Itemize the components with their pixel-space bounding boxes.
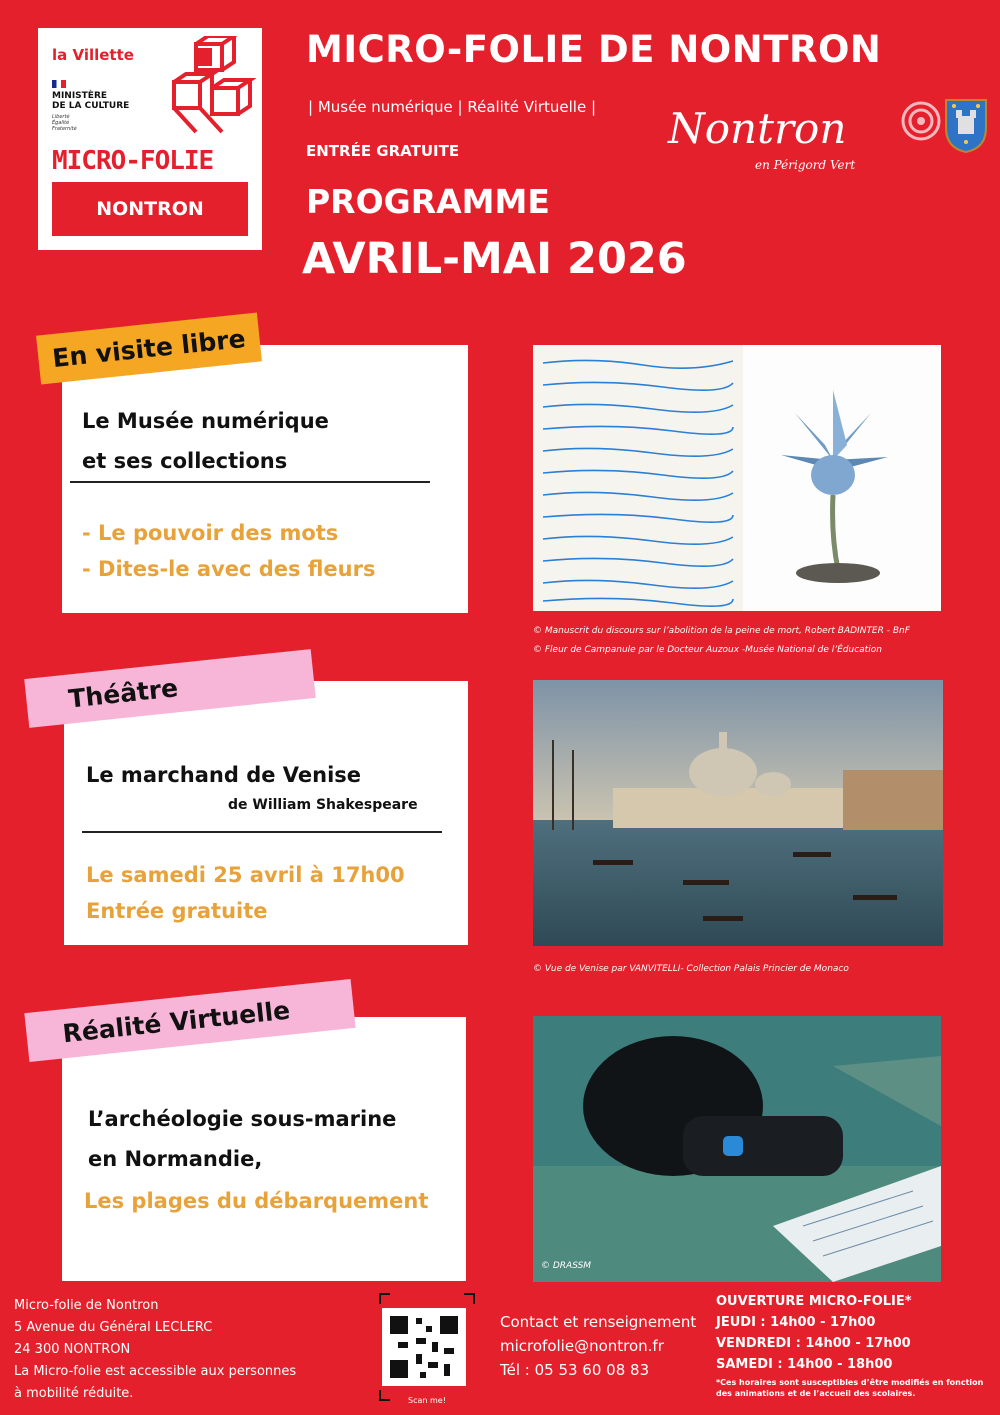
la-villette-label: la Villette: [52, 46, 134, 64]
diver-image: [533, 1016, 941, 1282]
manuscript-flower-image: [533, 345, 941, 611]
hours-line: JEUDI : 14h00 - 17h00: [716, 1315, 876, 1330]
divider: [70, 481, 430, 483]
rose-icon: [900, 100, 942, 142]
hours-line: SAMEDI : 14h00 - 18h00: [716, 1357, 893, 1372]
page-title: MICRO-FOLIE DE NONTRON: [306, 28, 882, 71]
address-line: La Micro-folie est accessible aux personnes: [14, 1364, 297, 1379]
underwater-photo: [533, 1016, 941, 1282]
divider: [82, 831, 442, 833]
page-subtitle: | Musée numérique | Réalité Virtuelle |: [308, 98, 596, 116]
section-title: Le marchand de Venise: [86, 763, 362, 787]
town-logo-text: Nontron: [668, 104, 847, 153]
section-title: L’archéologie sous-marine en Normandie,: [88, 1107, 397, 1171]
tag-realite-virtuelle: Réalité Virtuelle: [24, 979, 355, 1062]
hours-note: *Ces horaires sont susceptibles d’être modifiés en fonction des animations et de l’accueil des scolaires.: [716, 1378, 984, 1398]
image-credit: © Vue de Venise par VANVITELLI- Collection Palais Princier de Monaco: [533, 964, 849, 974]
list-item: Les plages du débarquement: [84, 1189, 429, 1213]
footer-address: [14, 1295, 296, 1405]
contact-title: Contact et renseignement: [500, 1313, 697, 1331]
hours-title: OUVERTURE MICRO-FOLIE*: [716, 1294, 912, 1309]
section-realite-virtuelle: [62, 1017, 466, 1281]
republique-flag-icon: [52, 80, 66, 88]
address-line: à mobilité réduite.: [14, 1386, 134, 1401]
section-theatre: [64, 681, 468, 945]
coat-of-arms-icon: [944, 98, 988, 154]
ministere-label: MINISTÈRE DE LA CULTURE: [52, 91, 130, 111]
image-credit: © Fleur de Campanule par le Docteur Auzoux -Musée National de l’Éducation: [533, 645, 882, 655]
list-item: - Dites-le avec des fleurs: [82, 557, 376, 581]
address-line: Micro-folie de Nontron: [14, 1298, 159, 1313]
section-title: Le Musée numérique et ses collections: [82, 409, 329, 473]
event-entry: Entrée gratuite: [86, 899, 268, 923]
tag-visite-libre: En visite libre: [36, 313, 262, 385]
tag-theatre: Théâtre: [24, 649, 316, 728]
micro-folie-label: MICRO-FOLIE: [52, 146, 214, 176]
cubes-icon: [166, 36, 256, 136]
image-credit: © Manuscrit du discours sur l’abolition de la peine de mort, Robert BADINTER - BnF: [533, 626, 910, 636]
qr-block[interactable]: [372, 1292, 482, 1410]
entry-label: ENTRÉE GRATUITE: [306, 142, 460, 160]
scan-label: Scan me!: [408, 1396, 446, 1405]
footer-contact: [500, 1310, 696, 1382]
address-line: 5 Avenue du Général LECLERC: [14, 1320, 213, 1335]
manuscript-flower-picture: [533, 345, 941, 611]
qr-code-icon[interactable]: [372, 1292, 482, 1410]
micro-folie-logo: [38, 28, 262, 250]
nontron-band: [52, 182, 248, 236]
address-line: 24 300 NONTRON: [14, 1342, 131, 1357]
list-item: - Le pouvoir des mots: [82, 521, 339, 545]
nontron-band-label: NONTRON: [96, 198, 204, 220]
contact-email[interactable]: microfolie@nontron.fr: [500, 1337, 664, 1355]
image-credit: © DRASSM: [541, 1261, 592, 1271]
devise-label: Liberté Égalité Fraternité: [52, 114, 77, 132]
section-author: de William Shakespeare: [228, 797, 418, 813]
section-visite-libre: [62, 345, 468, 613]
period-label: AVRIL-MAI 2026: [302, 234, 687, 284]
hours-line: VENDREDI : 14h00 - 17h00: [716, 1336, 911, 1351]
venice-image: [533, 680, 943, 946]
town-logo-sub: en Périgord Vert: [755, 158, 856, 172]
programme-label: PROGRAMME: [306, 182, 550, 221]
event-date: Le samedi 25 avril à 17h00: [86, 863, 405, 887]
contact-phone[interactable]: Tél : 05 53 60 08 83: [500, 1361, 650, 1379]
venice-painting: [533, 680, 943, 946]
footer-hours: [716, 1291, 992, 1399]
